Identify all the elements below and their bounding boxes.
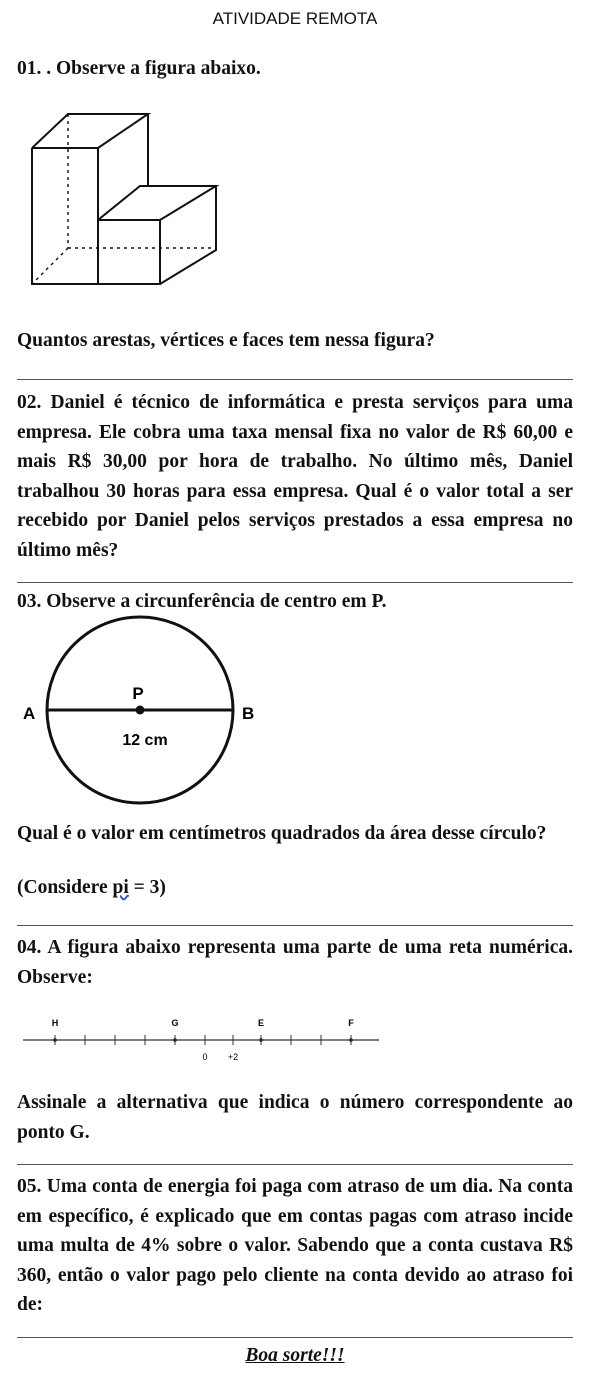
label-h: H [51, 1018, 59, 1028]
q3-consider-pi: pi [112, 877, 129, 898]
diameter-label: 12 cm [122, 732, 168, 749]
footer-text: Boa sorte!!! [245, 1345, 345, 1366]
q3-title: 03. Observe a circunferência de centro em P. [17, 591, 387, 612]
label-p: P [132, 684, 144, 703]
q3-consider-prefix: (Considere [17, 877, 113, 898]
label-b: B [242, 704, 255, 723]
separator [17, 925, 573, 926]
q4-question: Assinale a alternativa que indica o número correspondente ao ponto G. [17, 1092, 573, 1143]
label-e: E [257, 1018, 265, 1028]
page-title: ATIVIDADE REMOTA [212, 9, 378, 28]
label-g: G [171, 1018, 179, 1028]
q1-title: 01. . Observe a figura abaixo. [17, 58, 261, 79]
separator [17, 1337, 573, 1338]
q3-question: Qual é o valor em centímetros quadrados da área desse círculo? [17, 823, 547, 844]
separator [17, 379, 573, 380]
q3-consider-suffix: = 3) [128, 877, 166, 898]
label-a: A [23, 704, 36, 723]
q1-question: Quantos arestas, vértices e faces tem nessa figura? [17, 330, 435, 351]
value-zero: 0 [202, 1052, 208, 1062]
number-line-figure [15, 1010, 385, 1070]
q5-text: 05. Uma conta de energia foi paga com atraso de um dia. Na conta em específico, é explicado que em contas pagas com atraso incide uma multa de 4% sobre o valor. Sabendo que a conta custava R$ 360, então o valor pago pelo cliente na conta devido ao atraso foi de: [17, 1176, 573, 1315]
label-f: F [348, 1018, 354, 1028]
prism-visible-edges [32, 114, 216, 284]
l-shaped-prism-figure [20, 110, 230, 290]
q2-text: 02. Daniel é técnico de informática e presta serviços para uma empresa. Ele cobra uma taxa mensal fixa no valor de R$ 60,00 e mais R$ 30,00 por hora de trabalho. No último mês, Daniel trabalhou 30 horas para essa empresa. Qual é o valor total a ser recebido por Daniel pelos serviços prestados a essa empresa no último mês? [17, 392, 573, 561]
separator [17, 582, 573, 583]
center-point [136, 706, 145, 715]
circle-figure [15, 612, 275, 812]
separator [17, 1164, 573, 1165]
value-plus-two: +2 [227, 1052, 239, 1062]
q4-text: 04. A figura abaixo representa uma parte de uma reta numérica. Observe: [17, 937, 573, 988]
q3-consider [17, 877, 166, 899]
